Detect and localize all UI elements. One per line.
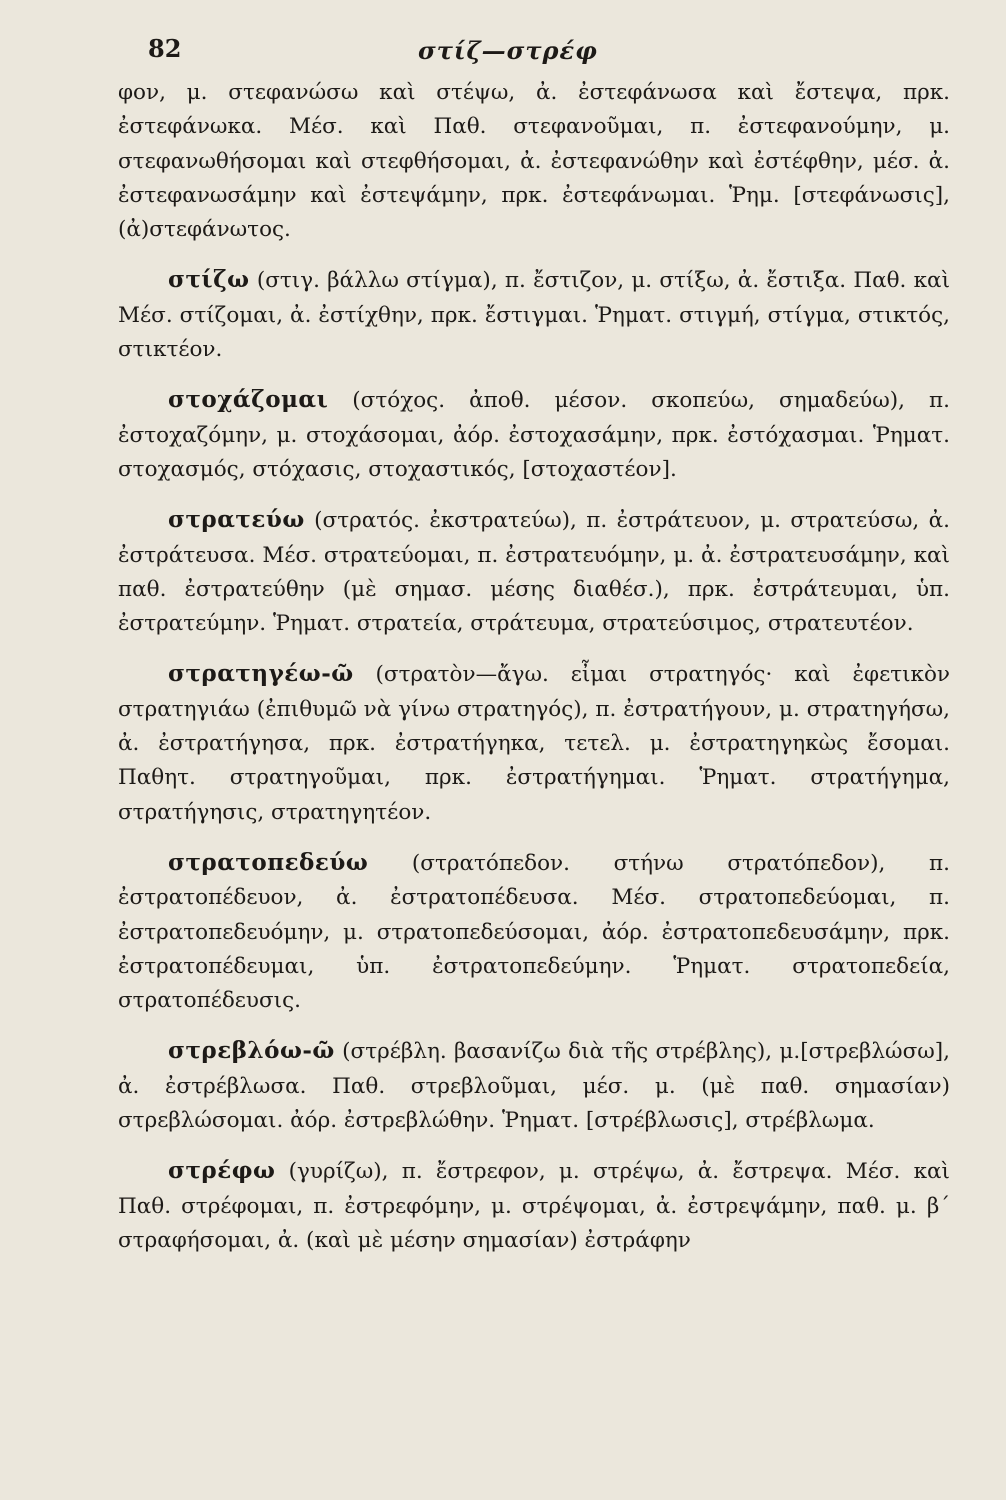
entry-continuation [118,76,950,247]
entry-text: (στρατὸν—ἄγω. εἶμαι στρατηγός· καὶ ἐφετικὸν στρατηγιάω (ἐπιθυμῶ νὰ γίνω στρατηγός), π. ἐστρατήγουν, μ. στρατηγήσω, ἀ. ἐστρατήγησα, πρκ. ἐστρατήγηκα, τετελ. μ. ἐστρατηγηκὼς ἔσομαι. Παθητ. στρατηγοῦμαι, πρκ. ἐστρατήγημαι. Ῥηματ. στρατήγημα, στρατήγησις, στρατηγητέον. [118,662,950,825]
entry-strateuo [118,503,950,641]
headword: στοχάζομαι [168,386,329,414]
running-head-title: στίζ—στρέφ [418,36,598,65]
headword: στρατηγέω-ῶ [168,660,354,688]
entry-stizo [118,263,950,367]
page-number: 82 [148,34,182,63]
entry-text: (στρατόπεδον. στήνω στρατόπεδον), π. ἐστρατοπέδευον, ἀ. ἐστρατοπέδευσα. Μέσ. στρατοπεδεύομαι, π. ἐστρατοπεδευόμην, μ. στρατοπεδεύσομαι, ἀόρ. ἐστρατοπεδευσάμην, πρκ. ἐστρατοπέδευμαι, ὑπ. ἐστρατοπεδεύμην. Ῥηματ. στρατοπεδεία, στρατοπέδευσις. [118,850,950,1014]
entry-strategeo [118,657,950,829]
entry-streblao [118,1034,950,1138]
entry-text: φον, μ. στεφανώσω καὶ στέψω, ἀ. ἐστεφάνωσα καὶ ἔστεψα, πρκ. ἐστεφάνωκα. Μέσ. καὶ Παθ. στεφανοῦμαι, π. ἐστεφανούμην, μ. στεφανωθήσομαι καὶ στεφθήσομαι, ἀ. ἐστεφανώθην καὶ ἐστέφθην, μέσ. ἀ. ἐστεφανωσάμην καὶ ἐστεψάμην, πρκ. ἐστεφάνωμαι. Ῥημ. [στεφάνωσις], (ἀ)στεφάνωτος. [118,80,950,243]
running-head [118,28,950,76]
entry-strepho [118,1154,950,1258]
headword: στρέφω [168,1157,276,1185]
entry-text: (στόχος. ἀποθ. μέσον. σκοπεύω, σημαδεύω), π. ἐστοχαζόμην, μ. στοχάσομαι, ἀόρ. ἐστοχασάμην, πρκ. ἐστόχασμαι. Ῥηματ. στοχασμός, στόχασις, στοχαστικός, [στοχαστέον]. [118,388,950,482]
entry-stochazomai [118,383,950,487]
dictionary-entries [118,76,950,1258]
entry-stratopedeuo [118,846,950,1018]
entry-text: (στρατός. ἐκστρατεύω), π. ἐστράτευον, μ. στρατεύσω, ἀ. ἐστράτευσα. Μέσ. στρατεύομαι, π. ἐστρατευόμην, μ. ἀ. ἐστρατευσάμην, καὶ παθ. ἐστρατεύθην (μὲ σημασ. μέσης διαθέσ.), πρκ. ἐστράτευμαι, ὑπ. ἐστρατεύμην. Ῥηματ. στρατεία, στράτευμα, στρατεύσιμος, στρατευτέον. [118,508,950,637]
entry-text: (στιγ. βάλλω στίγμα), π. ἔστιζον, μ. στίξω, ἀ. ἔστιξα. Παθ. καὶ Μέσ. στίζομαι, ἀ. ἐστίχθην, πρκ. ἔστιγμαι. Ῥηματ. στιγμή, στίγμα, στικτός, στικτέον. [118,268,950,363]
headword: στρατεύω [168,506,305,534]
headword: στρατοπεδεύω [168,848,369,876]
headword: στίζω [168,266,250,294]
headword: στρεβλόω-ῶ [168,1037,335,1065]
entry-text: (στρέβλη. βασανίζω διὰ τῆς στρέβλης), μ.[στρεβλώσω], ἀ. ἐστρέβλωσα. Παθ. στρεβλοῦμαι, μέσ. μ. (μὲ παθ. σημασίαν) στρεβλώσομαι. ἀόρ. ἐστρεβλώθην. Ῥηματ. [στρέβλωσις], στρέβλωμα. [118,1039,950,1134]
entry-text: (γυρίζω), π. ἔστρεφον, μ. στρέψω, ἀ. ἔστρεψα. Μέσ. καὶ Παθ. στρέφομαι, π. ἐστρεφόμην, μ. στρέψομαι, ἀ. ἐστρεψάμην, παθ. μ. β΄ στραφήσομαι, ἀ. (καὶ μὲ μέσην σημασίαν) ἐστράφην [118,1159,950,1253]
